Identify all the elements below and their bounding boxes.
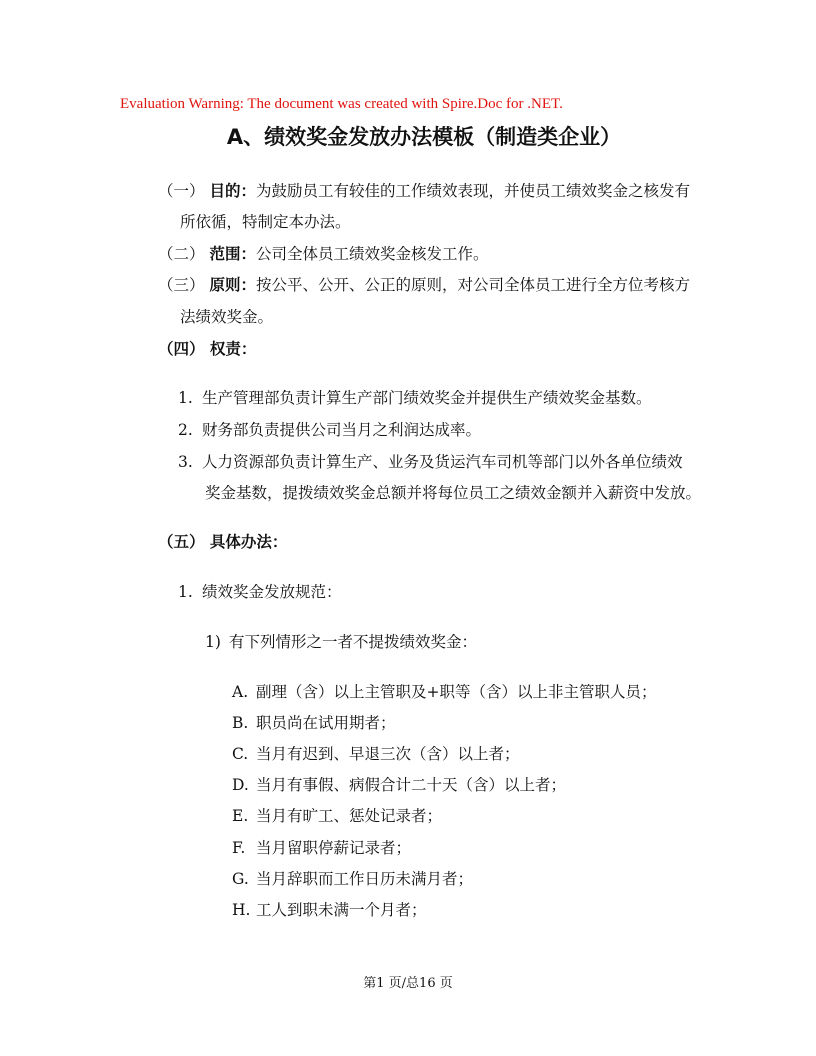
list-letter: H. <box>232 901 251 919</box>
list-number: 1. <box>178 389 193 407</box>
condition-item <box>232 868 473 890</box>
list-number: 2. <box>178 421 193 439</box>
section-1-text: 为鼓励员工有较佳的工作绩效表现，并使员工绩效奖金之核发有 <box>255 182 690 200</box>
section-1-number: （一） <box>158 182 205 200</box>
list-text: 绩效奖金发放规范： <box>202 583 342 601</box>
list-letter: C. <box>232 745 249 763</box>
section-3-label: 原则： <box>209 275 256 294</box>
section-2-label: 范围： <box>209 244 256 263</box>
list-letter: E. <box>232 807 249 825</box>
list-text: 有下列情形之一者不提拨绩效奖金： <box>229 633 478 651</box>
condition-item <box>232 899 427 921</box>
list-text: 当月辞职而工作日历未满月者； <box>256 870 474 888</box>
section-1-line-2: 所依循，特制定本办法。 <box>180 213 351 231</box>
list-text: 副理（含）以上主管职及+职等（含）以上非主管职人员； <box>256 683 657 701</box>
condition-item <box>232 805 442 827</box>
condition-item <box>232 712 396 734</box>
section-1-label: 目的： <box>209 181 256 200</box>
list-letter: D. <box>232 776 249 794</box>
condition-item <box>232 837 411 859</box>
list-text: 当月留职停薪记录者； <box>256 839 412 857</box>
list-letter: F. <box>232 839 246 857</box>
list-item-continuation: 奖金基数，提拨绩效奖金总额并将每位员工之绩效金额并入薪资中发放。 <box>205 484 702 502</box>
list-number: 1. <box>178 583 193 601</box>
condition-item <box>232 774 566 796</box>
section-4-heading: （四） 权责： <box>158 339 257 358</box>
section-5-heading: （五） 具体办法： <box>158 532 288 551</box>
section-3-number: （三） <box>158 276 205 294</box>
page-footer: 第1 页/总16 页 <box>363 976 453 991</box>
section-3-line-2: 法绩效奖金。 <box>180 308 274 326</box>
list-item <box>178 451 683 473</box>
section-2-line <box>158 243 488 265</box>
list-text: 工人到职未满一个月者； <box>256 901 427 919</box>
document-title: A、绩效奖金发放办法模板（制造类企业） <box>226 125 622 149</box>
section-2-number: （二） <box>158 245 205 263</box>
list-text: 当月有旷工、惩处记录者； <box>256 807 443 825</box>
list-item <box>178 581 342 603</box>
list-item <box>178 387 652 409</box>
list-letter: G. <box>232 870 249 888</box>
list-text: 职员尚在试用期者； <box>256 714 396 732</box>
section-2-text: 公司全体员工绩效奖金核发工作。 <box>255 245 489 263</box>
list-text: 生产管理部负责计算生产部门绩效奖金并提供生产绩效奖金基数。 <box>202 389 652 407</box>
section-3-line-1 <box>158 274 690 296</box>
condition-item <box>232 681 657 703</box>
list-text: 当月有事假、病假合计二十天（含）以上者； <box>256 776 567 794</box>
evaluation-warning: Evaluation Warning: The document was created with Spire.Doc for .NET. <box>120 96 563 112</box>
list-number: 3. <box>178 453 193 471</box>
list-item <box>178 419 481 441</box>
list-number: 1) <box>205 633 221 651</box>
list-text: 财务部负责提供公司当月之利润达成率。 <box>202 421 482 439</box>
list-text: 人力资源部负责计算生产、业务及货运汽车司机等部门以外各单位绩效 <box>202 453 683 471</box>
list-letter: B. <box>232 714 249 732</box>
list-letter: A. <box>232 683 249 701</box>
condition-item <box>232 743 520 765</box>
section-1-line-1 <box>158 180 690 202</box>
list-text: 当月有迟到、早退三次（含）以上者； <box>256 745 520 763</box>
section-3-text: 按公平、公开、公正的原则，对公司全体员工进行全方位考核方 <box>255 276 690 294</box>
sub-list-item <box>205 631 477 653</box>
